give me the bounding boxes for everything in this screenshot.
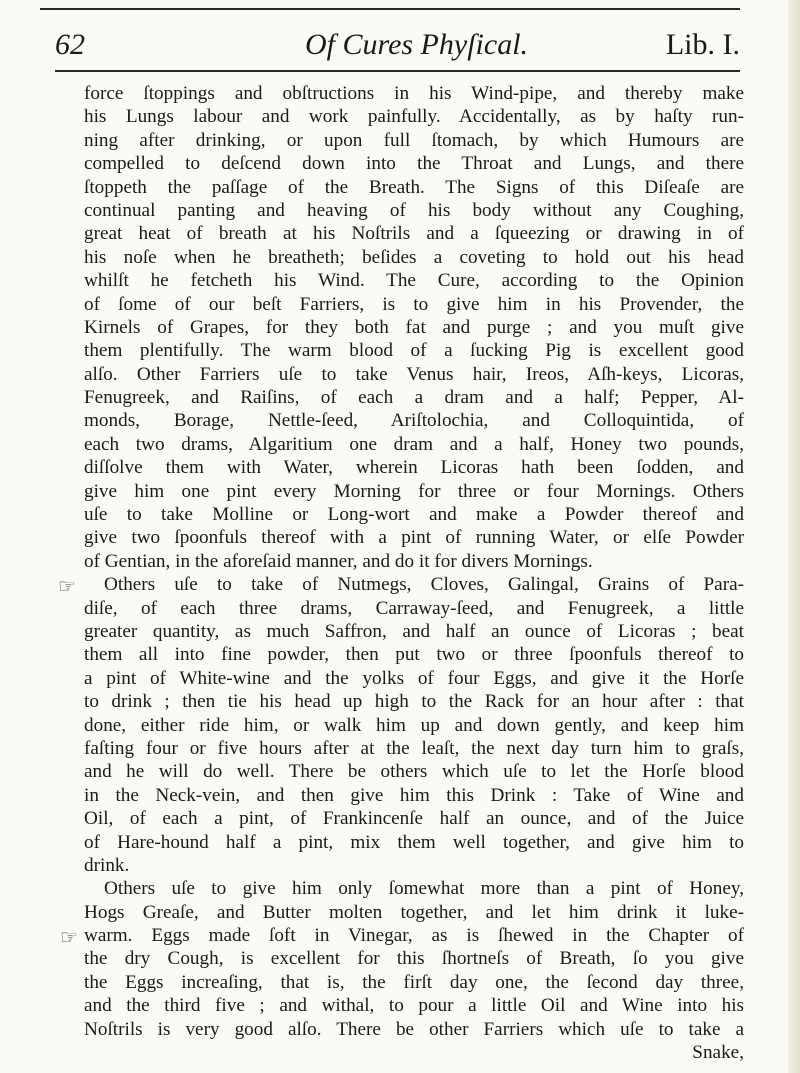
text-line: continual panting and heaving of his body without any Coughing, (84, 199, 744, 221)
pointing-hand-icon: ☞ (60, 927, 78, 949)
text-line: his noſe when he breatheth; beſides a coveting to hold out his head (84, 246, 744, 268)
text-line: and the third five ; and withal, to pour a little Oil and Wine into his (84, 995, 744, 1017)
text-line: force ſtoppings and obſtructions in his Wind-pipe, and thereby make (84, 83, 744, 104)
text-line: of Hare-hound half a pint, mix them well together, and give him to (84, 831, 744, 853)
text-line: Fenugreek, and Raiſins, of each a dram and a half; Pepper, Al- (84, 387, 744, 409)
text-line: ning after drinking, or upon full ſtomach, by which Humours are (84, 129, 744, 151)
running-title: Of Cures Phyſical. (305, 28, 529, 61)
text-line: them all into fine powder, then put two or three ſpoonfuls thereof to (84, 644, 744, 666)
text-line: compelled to deſcend down into the Throat and Lungs, and there (84, 153, 744, 175)
header-rule (55, 70, 740, 72)
page-edge-shadow (788, 0, 800, 1073)
text-line: faſting four or five hours after at the leaſt, the next day turn him to graſs, (84, 737, 744, 759)
text-line: to drink ; then tie his head up high to the Rack for an hour after : that (84, 691, 744, 713)
page-header (55, 28, 740, 68)
text-line: each two drams, Algaritium one dram and a half, Honey two pounds, (84, 433, 744, 455)
text-line: alſo. Other Farriers uſe to take Venus hair, Ireos, Aſh-keys, Licoras, (84, 363, 744, 385)
book-label: Lib. I. (665, 28, 740, 61)
text-line: of Gentian, in the aforeſaid manner, and do it for divers Mornings. (84, 550, 593, 572)
body-text (84, 82, 744, 1064)
text-line: whilſt he fetcheth his Wind. The Cure, according to the Opinion (84, 270, 744, 292)
pointing-hand-icon: ☞ (58, 576, 76, 598)
text-line: monds, Borage, Nettle-ſeed, Ariſtolochia, and Colloquintida, of (84, 410, 744, 432)
text-line: diſſolve them with Water, wherein Licoras hath been ſodden, and (84, 457, 744, 479)
text-line: Others uſe to give him only ſomewhat more than a pint of Honey, (104, 878, 744, 900)
text-line: a pint of White-wine and the yolks of four Eggs, and give it the Horſe (84, 667, 744, 689)
text-line: diſe, of each three drams, Carraway-ſeed, and Fenugreek, a little (84, 597, 744, 619)
text-line: Hogs Greaſe, and Butter molten together, and let him drink it luke- (84, 901, 744, 923)
text-line: them plentifully. The warm blood of a ſucking Pig is excellent good (84, 340, 744, 362)
text-line: done, either ride him, or walk him up and down gently, and keep him (84, 714, 744, 736)
text-line: Noſtrils is very good alſo. There be other Farriers which uſe to take a (84, 1018, 744, 1040)
text-line: give him one pint every Morning for three or four Mornings. Others (84, 480, 744, 502)
text-line: and he will do well. There be others which uſe to let the Horſe blood (84, 761, 744, 783)
text-line: in the Neck-vein, and then give him this Drink : Take of Wine and (84, 784, 744, 806)
text-line: drink. (84, 854, 130, 876)
text-line: his Lungs labour and work painfully. Accidentally, as by haſty run- (84, 106, 744, 128)
text-line: great heat of breath at his Noſtrils and a ſqueezing or drawing in of (84, 223, 744, 245)
text-line: uſe to take Molline or Long-wort and make a Powder thereof and (84, 504, 744, 526)
text-line: the dry Cough, is excellent for this ſhortneſs of Breath, ſo you give (84, 948, 744, 970)
text-line: the Eggs increaſing, that is, the firſt day one, the ſecond day three, (84, 971, 744, 993)
text-line: Kirnels of Grapes, for they both fat and purge ; and you muſt give (84, 316, 744, 338)
text-line: greater quantity, as much Saffron, and half an ounce of Licoras ; beat (84, 620, 744, 642)
text-line: ſtoppeth the paſſage of the Breath. The Signs of this Diſeaſe are (84, 176, 744, 198)
text-line: of ſome of our beſt Farriers, is to give him in his Provender, the (84, 293, 744, 315)
page-number: 62 (55, 28, 85, 61)
text-line: Others uſe to take of Nutmegs, Cloves, Galingal, Grains of Para- (104, 574, 744, 596)
catchword: Snake, (692, 1042, 744, 1064)
text-line: Oil, of each a pint, of Frankincenſe half an ounce, and of the Juice (84, 808, 744, 830)
text-line: give two ſpoonfuls thereof with a pint of running Water, or elſe Powder (84, 527, 744, 549)
top-rule (40, 8, 740, 10)
text-line: warm. Eggs made ſoft in Vinegar, as is ſhewed in the Chapter of (84, 925, 744, 947)
